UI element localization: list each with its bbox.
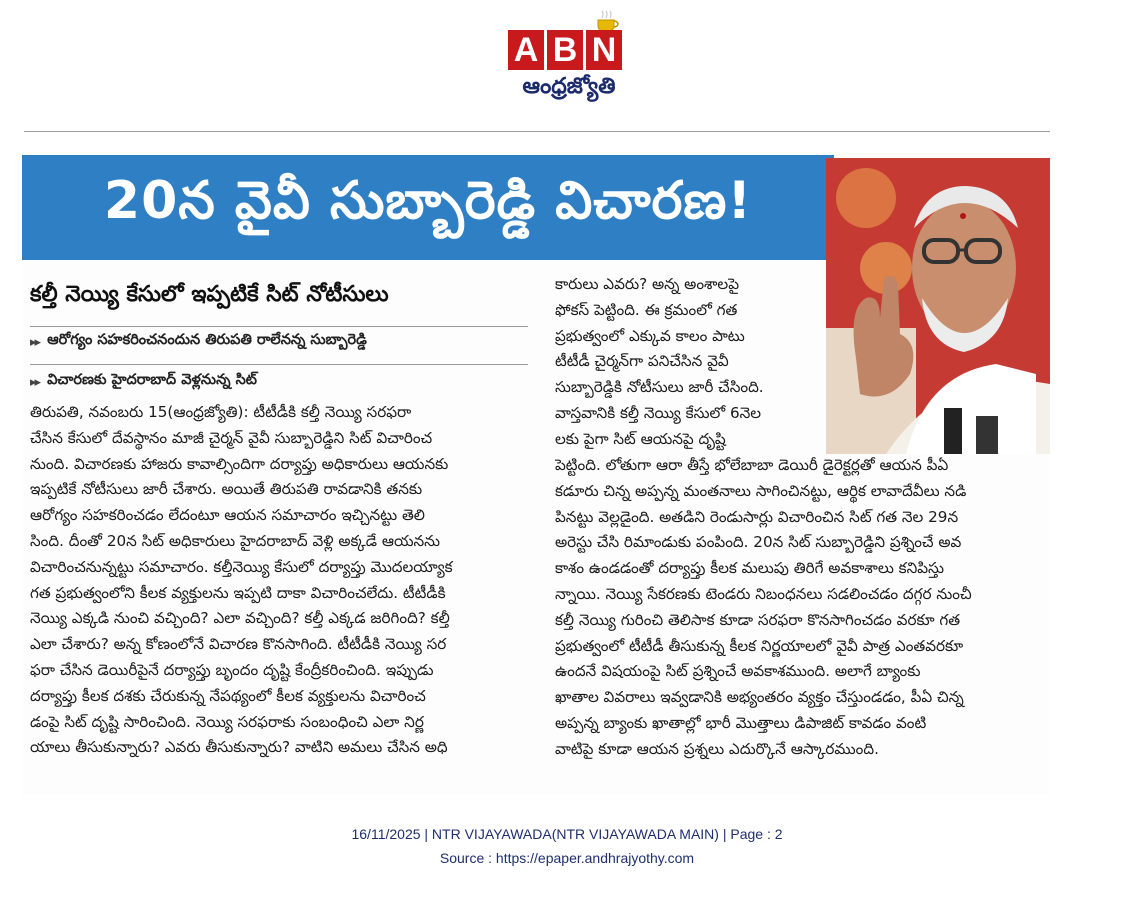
- bullet-text-2: విచారణకు హైదరాబాద్ వెళ్లనున్న సిట్: [47, 372, 257, 388]
- body-text-line: కారులు ఎవరు? అన్న అంశాలపై: [555, 275, 739, 293]
- logo-subtitle: ఆంధ్రజ్యోతి: [522, 74, 616, 99]
- body-column-left: [30, 400, 528, 761]
- footer-source: Source : https://epaper.andhrajyothy.com: [439, 850, 695, 866]
- logo-letter-n: N: [586, 30, 622, 70]
- body-column-right-top: [555, 272, 817, 453]
- body-text-line: దర్యాప్తు కీలక దశకు చేరుకున్న నేపథ్యంలో కీలక వ్యక్తులను విచారించ: [30, 686, 426, 705]
- article-photo: [826, 158, 1050, 454]
- body-text-line: ప్రభుత్వంలో టీటీడీ తీసుకున్న కీలక నిర్ణయాలలో వైవీ పాత్ర ఎంతవరకూ: [555, 636, 964, 655]
- body-text-line: విచారించనున్నట్టు సమాచారం. కల్తీనెయ్యి కేసులో దర్యాప్తు మొదలయ్యాక: [30, 557, 453, 576]
- body-text-line: ఫోకస్ పెట్టింది. ఈ క్రమంలో గత: [555, 300, 738, 319]
- body-text-line: అరెస్టు చేసి రిమాండుకు పంపింది. 20న సిట్ సుబ్బారెడ్డిని ప్రశ్నించే అవ: [555, 533, 962, 552]
- abn-logo: [500, 8, 640, 100]
- body-text-line: టీటీడీ చైర్మన్‌గా పనిచేసిన వైవీ: [555, 352, 729, 371]
- bullet-item-2: [30, 372, 530, 392]
- header-rule: [24, 131, 1050, 132]
- bullet-text-1: ఆరోగ్యం సహకరించనందున తిరుపతి రాలేనన్న సుబ్బారెడ్డి: [47, 332, 367, 348]
- body-text-line: ఇప్పటికే నోటీసులు జారీ చేశారు. అయితే తిరుపతి రావడానికి తనకు: [30, 480, 423, 499]
- body-text-line: కాశం ఉండడంతో దర్యాప్తు కీలక మలుపు తిరిగే అవకాశాలు కనిపిస్తు: [555, 559, 944, 578]
- body-text-line: కల్తీ నెయ్యి గురించి తెలిసాక కూడా సరఫరా కొనసాగించడం వరకూ గత: [555, 610, 961, 629]
- article-subheadline: కల్తీ నెయ్యి కేసులో ఇప్పటికే సిట్ నోటీసులు: [30, 282, 389, 307]
- subhead-divider: [30, 326, 528, 327]
- body-text-line: తిరుపతి, నవంబరు 15(ఆంధ్రజ్యోతి): టీటీడీకి కల్తీ నెయ్యి సరఫరా: [30, 403, 412, 421]
- logo-letter-b: B: [547, 30, 583, 70]
- abn-letters: [508, 30, 622, 70]
- body-text-line: అప్పన్న బ్యాంకు ఖాతాల్లో భారీ మొత్తాలు డిపాజిట్ కావడం వంటి: [555, 713, 927, 732]
- body-text-line: ఎలా చేశారు? అన్న కోణంలోనే విచారణ కొనసాగింది. టీటీడీకి నెయ్యి సర: [30, 635, 447, 654]
- body-text-line: ఖాతాల వివరాలు ఇవ్వడానికి అభ్యంతరం వ్యక్తం చేస్తుండడం, పీఏ చిన్న: [555, 688, 964, 707]
- double-chevron-icon: ▸▸: [30, 374, 40, 390]
- body-text-line: పినట్టు వెల్లడైంది. అతడిని రెండుసార్లు విచారించిన సిట్ గత నెల 29న: [555, 507, 959, 526]
- body-text-line: వాస్తవానికి కల్తీ నెయ్యి కేసులో 6నెల: [555, 403, 762, 422]
- bullet-divider: [30, 364, 528, 365]
- body-text-line: ఫరా చేసిన డెయిరీపైనే దర్యాప్తు బృందం దృష్టి కేంద్రీకరించింది. ఇప్పుడు: [30, 660, 434, 679]
- body-text-line: యాలు తీసుకున్నారు? ఎవరు తీసుకున్నారు? వాటిని అమలు చేసిన అధి: [30, 738, 448, 757]
- double-chevron-icon: ▸▸: [30, 334, 40, 350]
- body-text-line: నుంది. విచారణకు హాజరు కావాల్సిందిగా దర్యాప్తు అధికారులు ఆయనకు: [30, 454, 449, 473]
- body-text-line: డంపై సిట్ దృష్టి సారించింది. నెయ్యి సరఫరాకు సంబంధించి ఎలా నిర్ణ: [30, 712, 424, 731]
- body-text-line: నెయ్యి ఎక్కడి నుంచి వచ్చింది? ఎలా వచ్చింది? కల్తీ ఎక్కడ జరిగింది? కల్తీ: [30, 609, 450, 628]
- footer-edition-info: 16/11/2025 | NTR VIJAYAWADA(NTR VIJAYAWADA MAIN) | Page : 2: [351, 826, 783, 842]
- body-text-line: ప్రభుత్వంలో ఎక్కువ కాలం పాటు: [555, 326, 745, 345]
- body-text-line: సుబ్బారెడ్డికి నోటీసులు జారీ చేసింది.: [555, 378, 764, 397]
- portrait-illustration: [826, 158, 1050, 454]
- body-text-line: న్నాయి. నెయ్యి సేకరణకు టెండరు నిబంధనలు సడలించడం దగ్గర నుంచీ: [555, 584, 972, 603]
- body-text-line: సింది. దీంతో 20న సిట్ అధికారులు హైదరాబాద్ వెళ్లి అక్కడే ఆయనను: [30, 531, 441, 550]
- logo-letter-a: A: [508, 30, 544, 70]
- body-column-right-bottom: [555, 453, 1050, 763]
- body-text-line: చేసిన కేసులో దేవస్థానం మాజీ చైర్మన్ వైవీ సుబ్బారెడ్డిని సిట్ విచారించ: [30, 428, 433, 447]
- body-text-line: కడూరు చిన్న అప్పన్న మంతనాలు సాగించినట్టు, ఆర్థిక లావాదేవీలు నడి: [555, 481, 967, 500]
- body-text-line: పెట్టింది. లోతుగా ఆరా తీస్తే భోలేబాబా డెయిరీ డైరెక్టర్లతో ఆయన పీఏ: [555, 456, 949, 474]
- article-headline: 20న వైవీ సుబ్బారెడ్డి విచారణ!: [103, 171, 753, 231]
- bullet-item-1: [30, 332, 530, 352]
- body-text-line: లకు పైగా సిట్ ఆయనపై దృష్టి: [555, 429, 726, 448]
- body-text-line: ఉందనే విషయంపై సిట్ ప్రశ్నించే అవకాశముంది. అలాగే బ్యాంకు: [555, 662, 921, 681]
- body-text-line: గత ప్రభుత్వంలోని కీలక వ్యక్తులను ఇప్పటి దాకా విచారించలేదు. టీటీడీకి: [30, 583, 446, 602]
- body-text-line: వాటిపై కూడా ఆయన ప్రశ్నలు ఎదుర్కొనే ఆస్కారముంది.: [555, 739, 879, 758]
- body-text-line: ఆరోగ్యం సహకరించడం లేదంటూ ఆయన సమాచారం ఇచ్చినట్టు తెలి: [30, 506, 425, 525]
